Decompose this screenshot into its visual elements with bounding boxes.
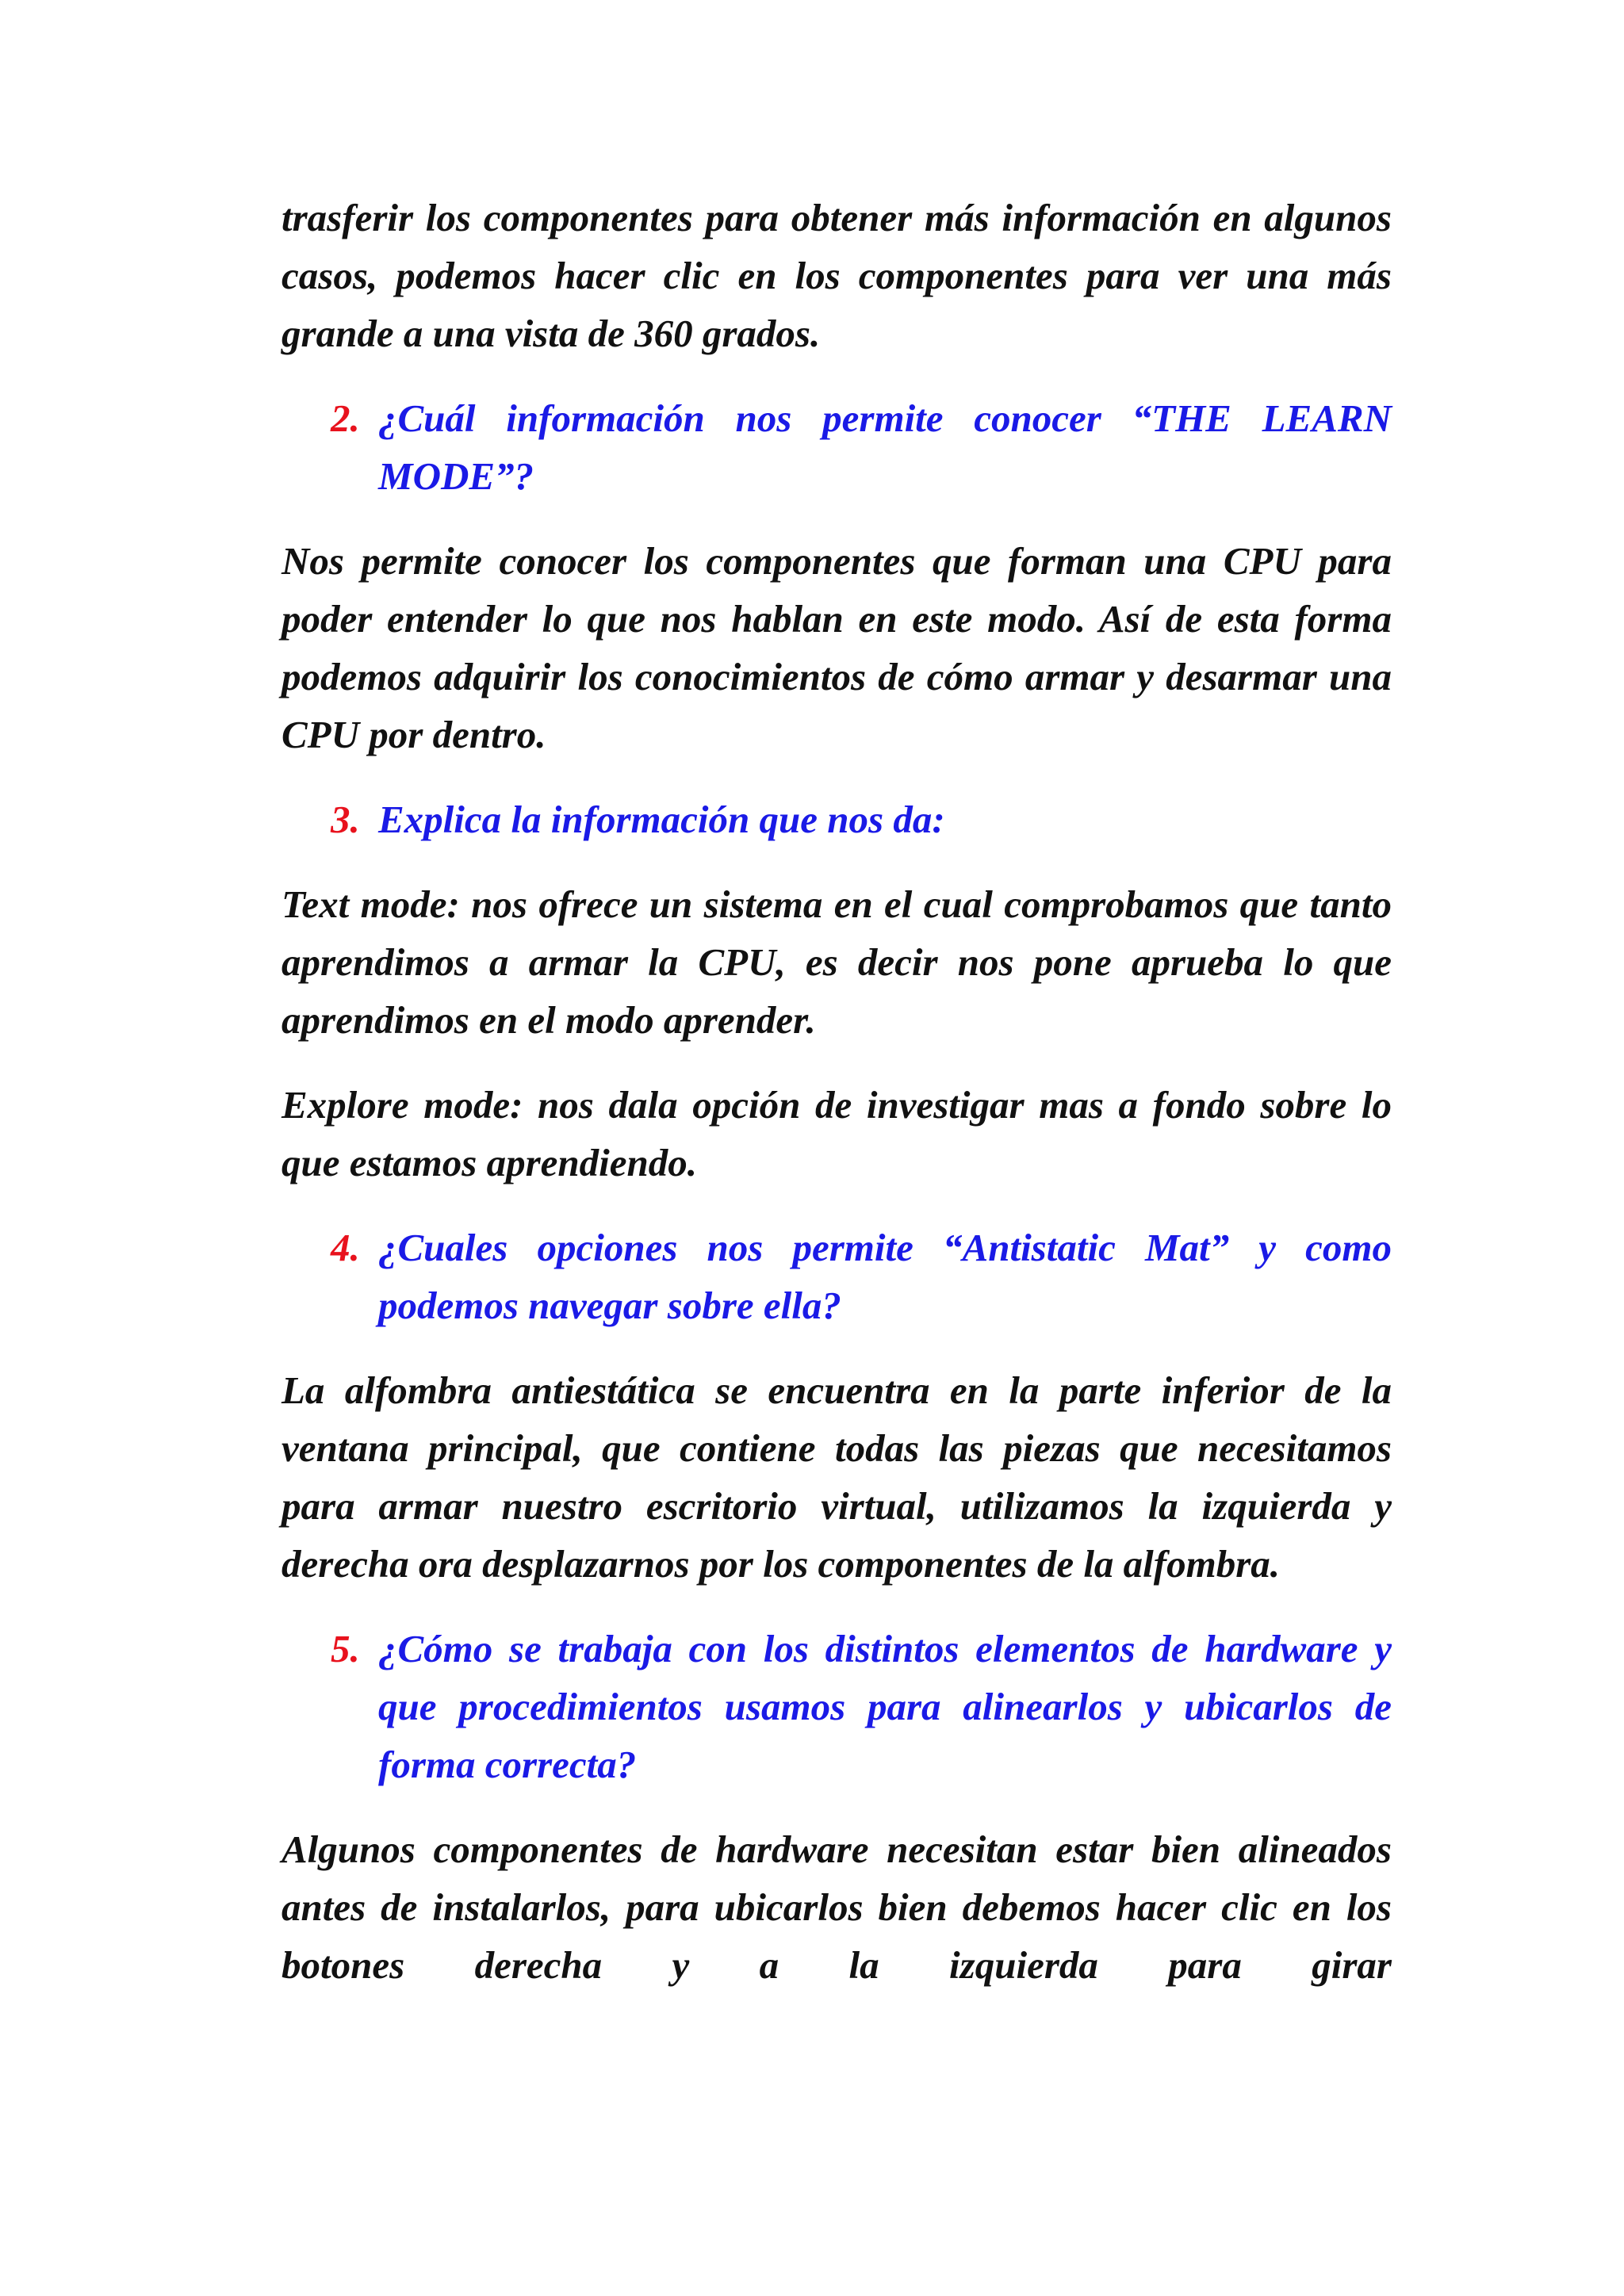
question-4-number: 4. (331, 1226, 360, 1269)
question-3-number: 3. (331, 798, 360, 841)
question-2 (331, 389, 1392, 505)
answer-5-paragraph: Algunos componentes de hardware necesitan estar bien alineados antes de instalarlos, para ubicarlos bien debemos hacer clic en los botones derecha y a la izquierda para girar (282, 1827, 1392, 1987)
document-body (282, 189, 1392, 2021)
question-2-text: ¿Cuál información nos permite conocer “THE LEARN MODE”? (378, 396, 1392, 498)
answer-3-text-mode-paragraph: Text mode: nos ofrece un sistema en el cual comprobamos que tanto aprendimos a armar la CPU, es decir nos pone aprueba lo que aprendimos en el modo aprender. (282, 882, 1392, 1042)
question-5-text: ¿Cómo se trabaja con los distintos elementos de hardware y que procedimientos usamos para alinearlos y ubicarlos de forma correcta? (378, 1627, 1392, 1786)
answer-4-paragraph: La alfombra antiestática se encuentra en la parte inferior de la ventana principal, que contiene todas las piezas que necesitamos para armar nuestro escritorio virtual, utilizamos la izquierda y derecha ora desplazarnos por los componentes de la alfombra. (282, 1368, 1392, 1586)
intro-paragraph: trasferir los componentes para obtener más información en algunos casos, podemos hacer clic en los componentes para ver una más grande a una vista de 360 grados. (282, 196, 1392, 355)
question-3 (331, 790, 1392, 848)
answer-2-paragraph: Nos permite conocer los componentes que forman una CPU para poder entender lo que nos hablan en este modo. Así de esta forma podemos adquirir los conocimientos de cómo armar y desarmar una CPU por dentro. (282, 539, 1392, 756)
answer-3-explore-mode-paragraph: Explore mode: nos dala opción de investigar mas a fondo sobre lo que estamos aprendiendo. (282, 1083, 1392, 1184)
question-4-text: ¿Cuales opciones nos permite “Antistatic Mat” y como podemos navegar sobre ella? (378, 1226, 1392, 1327)
question-3-text: Explica la información que nos da: (378, 798, 945, 841)
question-5-number: 5. (331, 1627, 360, 1670)
question-4 (331, 1219, 1392, 1334)
question-2-number: 2. (331, 396, 360, 440)
question-5 (331, 1620, 1392, 1793)
